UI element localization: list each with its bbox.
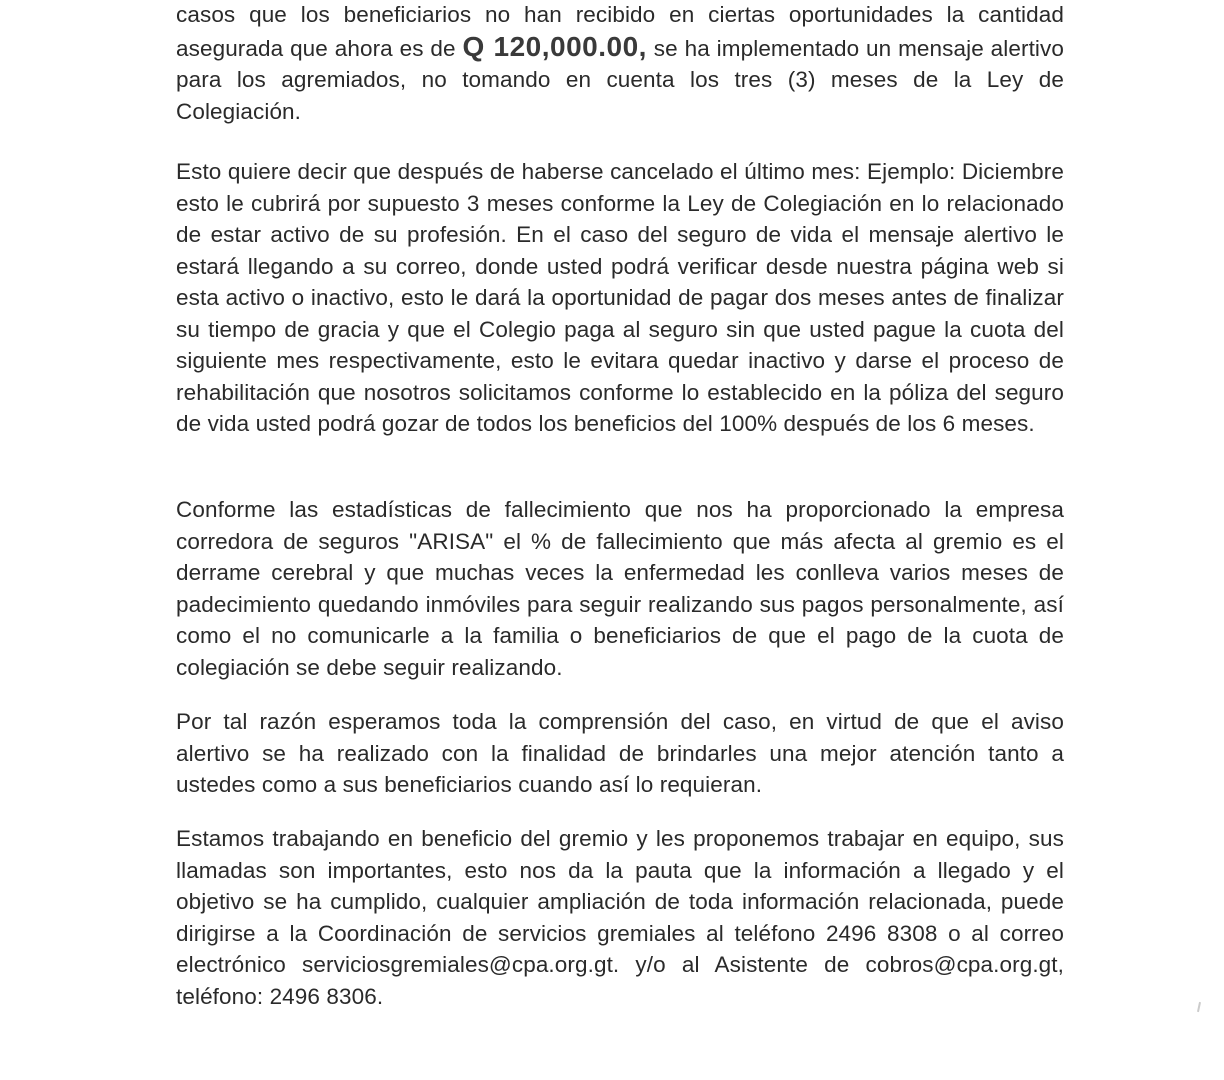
paragraph-understanding <box>176 706 1064 801</box>
paragraph-2-text: Esto quiere decir que después de haberse cancelado el último mes: Ejemplo: Diciembre esto le cubrirá por supuesto 3 meses conforme la Ley de Colegiación en lo relacionado de estar activo de su profesión. En el caso del seguro de vida el mensaje alertivo le estará llegando a su correo, donde usted podrá verificar desde nuestra página web si esta activo o inactivo, esto le dará la oportunidad de pagar dos meses antes de finalizar su tiempo de gracia y que el Colegio paga al seguro sin que usted pague la cuota del siguiente mes respectivamente, esto le evitara quedar inactivo y darse el proceso de rehabilitación que nosotros solicitamos conforme lo establecido en la póliza del seguro de vida usted podrá gozar de todos los beneficios del 100% después de los 6 meses. <box>176 159 1064 436</box>
paragraph-4-text: Por tal razón esperamos toda la comprensión del caso, en virtud de que el aviso alertivo se ha realizado con la finalidad de brindarles una mejor atención tanto a ustedes como a sus beneficiarios cuando así lo requieran. <box>176 709 1064 797</box>
paragraph-1-text <box>176 0 1064 127</box>
scan-speck-mark <box>1197 1002 1201 1012</box>
paragraph-3-text: Conforme las estadísticas de fallecimiento que nos ha proporcionado la empresa corredora de seguros "ARISA" el % de fallecimiento que más afecta al gremio es el derrame cerebral y que muchas veces la enfermedad les conlleva varios meses de padecimiento quedando inmóviles para seguir realizando sus pagos personalmente, así como el no comunicarle a la familia o beneficiarios de que el pago de la cuota de colegiación se debe seguir realizando. <box>176 497 1064 680</box>
paragraph-insured-amount <box>176 0 1064 127</box>
insured-amount: Q 120,000.00, <box>462 30 647 62</box>
paragraph-grace-period <box>176 156 1064 440</box>
paragraph-1-part-after-amount: se ha implementado un mensaje alertivo para los agremiados, no tomando en cuenta los tres (3) meses de la Ley de Colegiación. <box>176 35 1064 124</box>
paragraph-5-text: Estamos trabajando en beneficio del gremio y les proponemos trabajar en equipo, sus llamadas son importantes, esto nos da la pauta que la información a llegado y el objetivo se ha cumplido, cualquier ampliación de toda información relacionada, puede dirigirse a la Coordinación de servicios gremiales al teléfono 2496 8308 o al correo electrónico serviciosgremiales@cpa.org.gt. y/o al Asistente de cobros@cpa.org.gt, teléfono: 2496 8306. <box>176 826 1064 1009</box>
paragraph-statistics <box>176 494 1064 683</box>
paragraph-contact-info <box>176 823 1064 1012</box>
paragraph-1-part-before-amount: casos que los beneficiarios no han recibido en ciertas oportunidades la cantidad asegurada que ahora es de <box>176 2 1064 61</box>
